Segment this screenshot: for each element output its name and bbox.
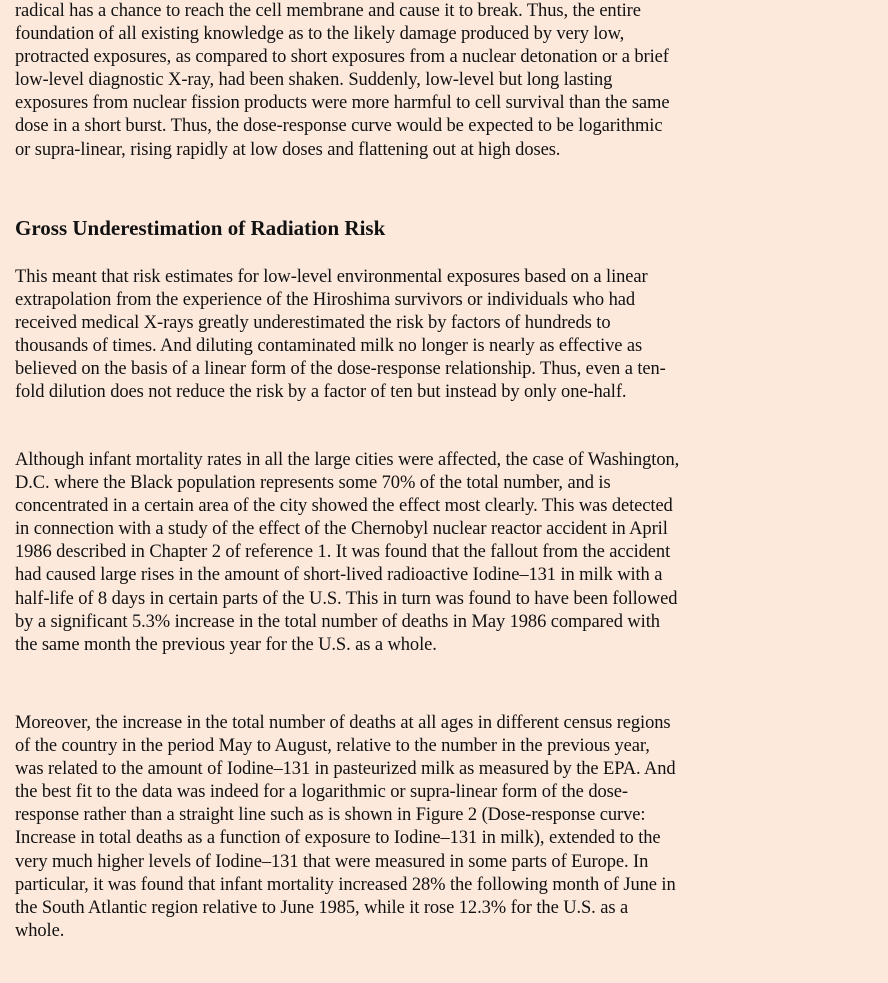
text-line: foundation of all existing knowledge as to the likely damage produced by very low,	[15, 24, 625, 45]
section-heading: Gross Underestimation of Radiation Risk	[15, 216, 386, 240]
text-line: the South Atlantic region relative to June 1985, while it rose 12.3% for the U.S. as a	[15, 897, 629, 918]
paragraph-risk-estimates	[15, 266, 666, 405]
text-line: had caused large rises in the amount of short-lived radioactive Iodine–131 in milk with a	[15, 565, 663, 586]
text-line: particular, it was found that infant mortality increased 28% the following month of June in	[15, 874, 676, 895]
text-line: protracted exposures, as compared to short exposures from a nuclear detonation or a brief	[15, 47, 669, 68]
text-line: This meant that risk estimates for low-level environmental exposures based on a linear	[15, 267, 648, 287]
text-line: half-life of 8 days in certain parts of the U.S. This in turn was found to have been followed	[15, 588, 678, 609]
paragraph-census-regions	[15, 712, 676, 943]
text-line: the same month the previous year for the U.S. as a whole.	[15, 634, 437, 655]
text-line: response rather than a straight line such as is shown in Figure 2 (Dose-response curve:	[15, 805, 646, 826]
paragraph-infant-mortality	[15, 449, 679, 657]
text-line: received medical X-rays greatly underestimated the risk by factors of hundreds to	[15, 313, 611, 334]
text-line: low-level diagnostic X-ray, had been shaken. Suddenly, low-level but long lasting	[15, 70, 613, 91]
text-line: believed on the basis of a linear form of the dose-response relationship. Thus, even a ten-	[15, 359, 666, 380]
text-line: or supra-linear, rising rapidly at low doses and flattening out at high doses.	[15, 139, 561, 160]
text-line: fold dilution does not reduce the risk by a factor of ten but instead by only one-half.	[15, 382, 627, 403]
text-line: radical has a chance to reach the cell membrane and cause it to break. Thus, the entire	[15, 1, 641, 21]
text-line: D.C. where the Black population represents some 70% of the total number, and is	[15, 473, 611, 494]
text-line: extrapolation from the experience of the Hiroshima survivors or individuals who had	[15, 290, 636, 311]
text-line: in connection with a study of the effect of the Chernobyl nuclear reactor accident in April	[15, 519, 668, 540]
text-line: very much higher levels of Iodine–131 that were measured in some parts of Europe. In	[15, 851, 649, 872]
paragraph-intro	[15, 0, 669, 162]
text-line: the best fit to the data was indeed for a logarithmic or supra-linear form of the dose-	[15, 782, 628, 803]
text-line: dose in a short burst. Thus, the dose-response curve would be expected to be logarithmic	[15, 116, 663, 137]
text-line: thousands of times. And diluting contaminated milk no longer is nearly as effective as	[15, 336, 643, 357]
text-line: whole.	[15, 920, 65, 941]
text-line: concentrated in a certain area of the city showed the effect most clearly. This was detected	[15, 496, 673, 517]
text-line: exposures from nuclear fission products were more harmful to cell survival than the same	[15, 93, 670, 114]
text-line: was related to the amount of Iodine–131 in pasteurized milk as measured by the EPA. And	[15, 759, 676, 780]
text-line: Although infant mortality rates in all the large cities were affected, the case of Washington,	[15, 450, 680, 470]
text-line: Moreover, the increase in the total number of deaths at all ages in different census regions	[15, 713, 671, 733]
text-line: by a significant 5.3% increase in the total number of deaths in May 1986 compared with	[15, 611, 660, 632]
text-line: 1986 described in Chapter 2 of reference 1. It was found that the fallout from the accident	[15, 542, 671, 563]
text-line: of the country in the period May to August, relative to the number in the previous year,	[15, 736, 650, 757]
text-line: Increase in total deaths as a function of exposure to Iodine–131 in milk), extended to the	[15, 828, 661, 849]
